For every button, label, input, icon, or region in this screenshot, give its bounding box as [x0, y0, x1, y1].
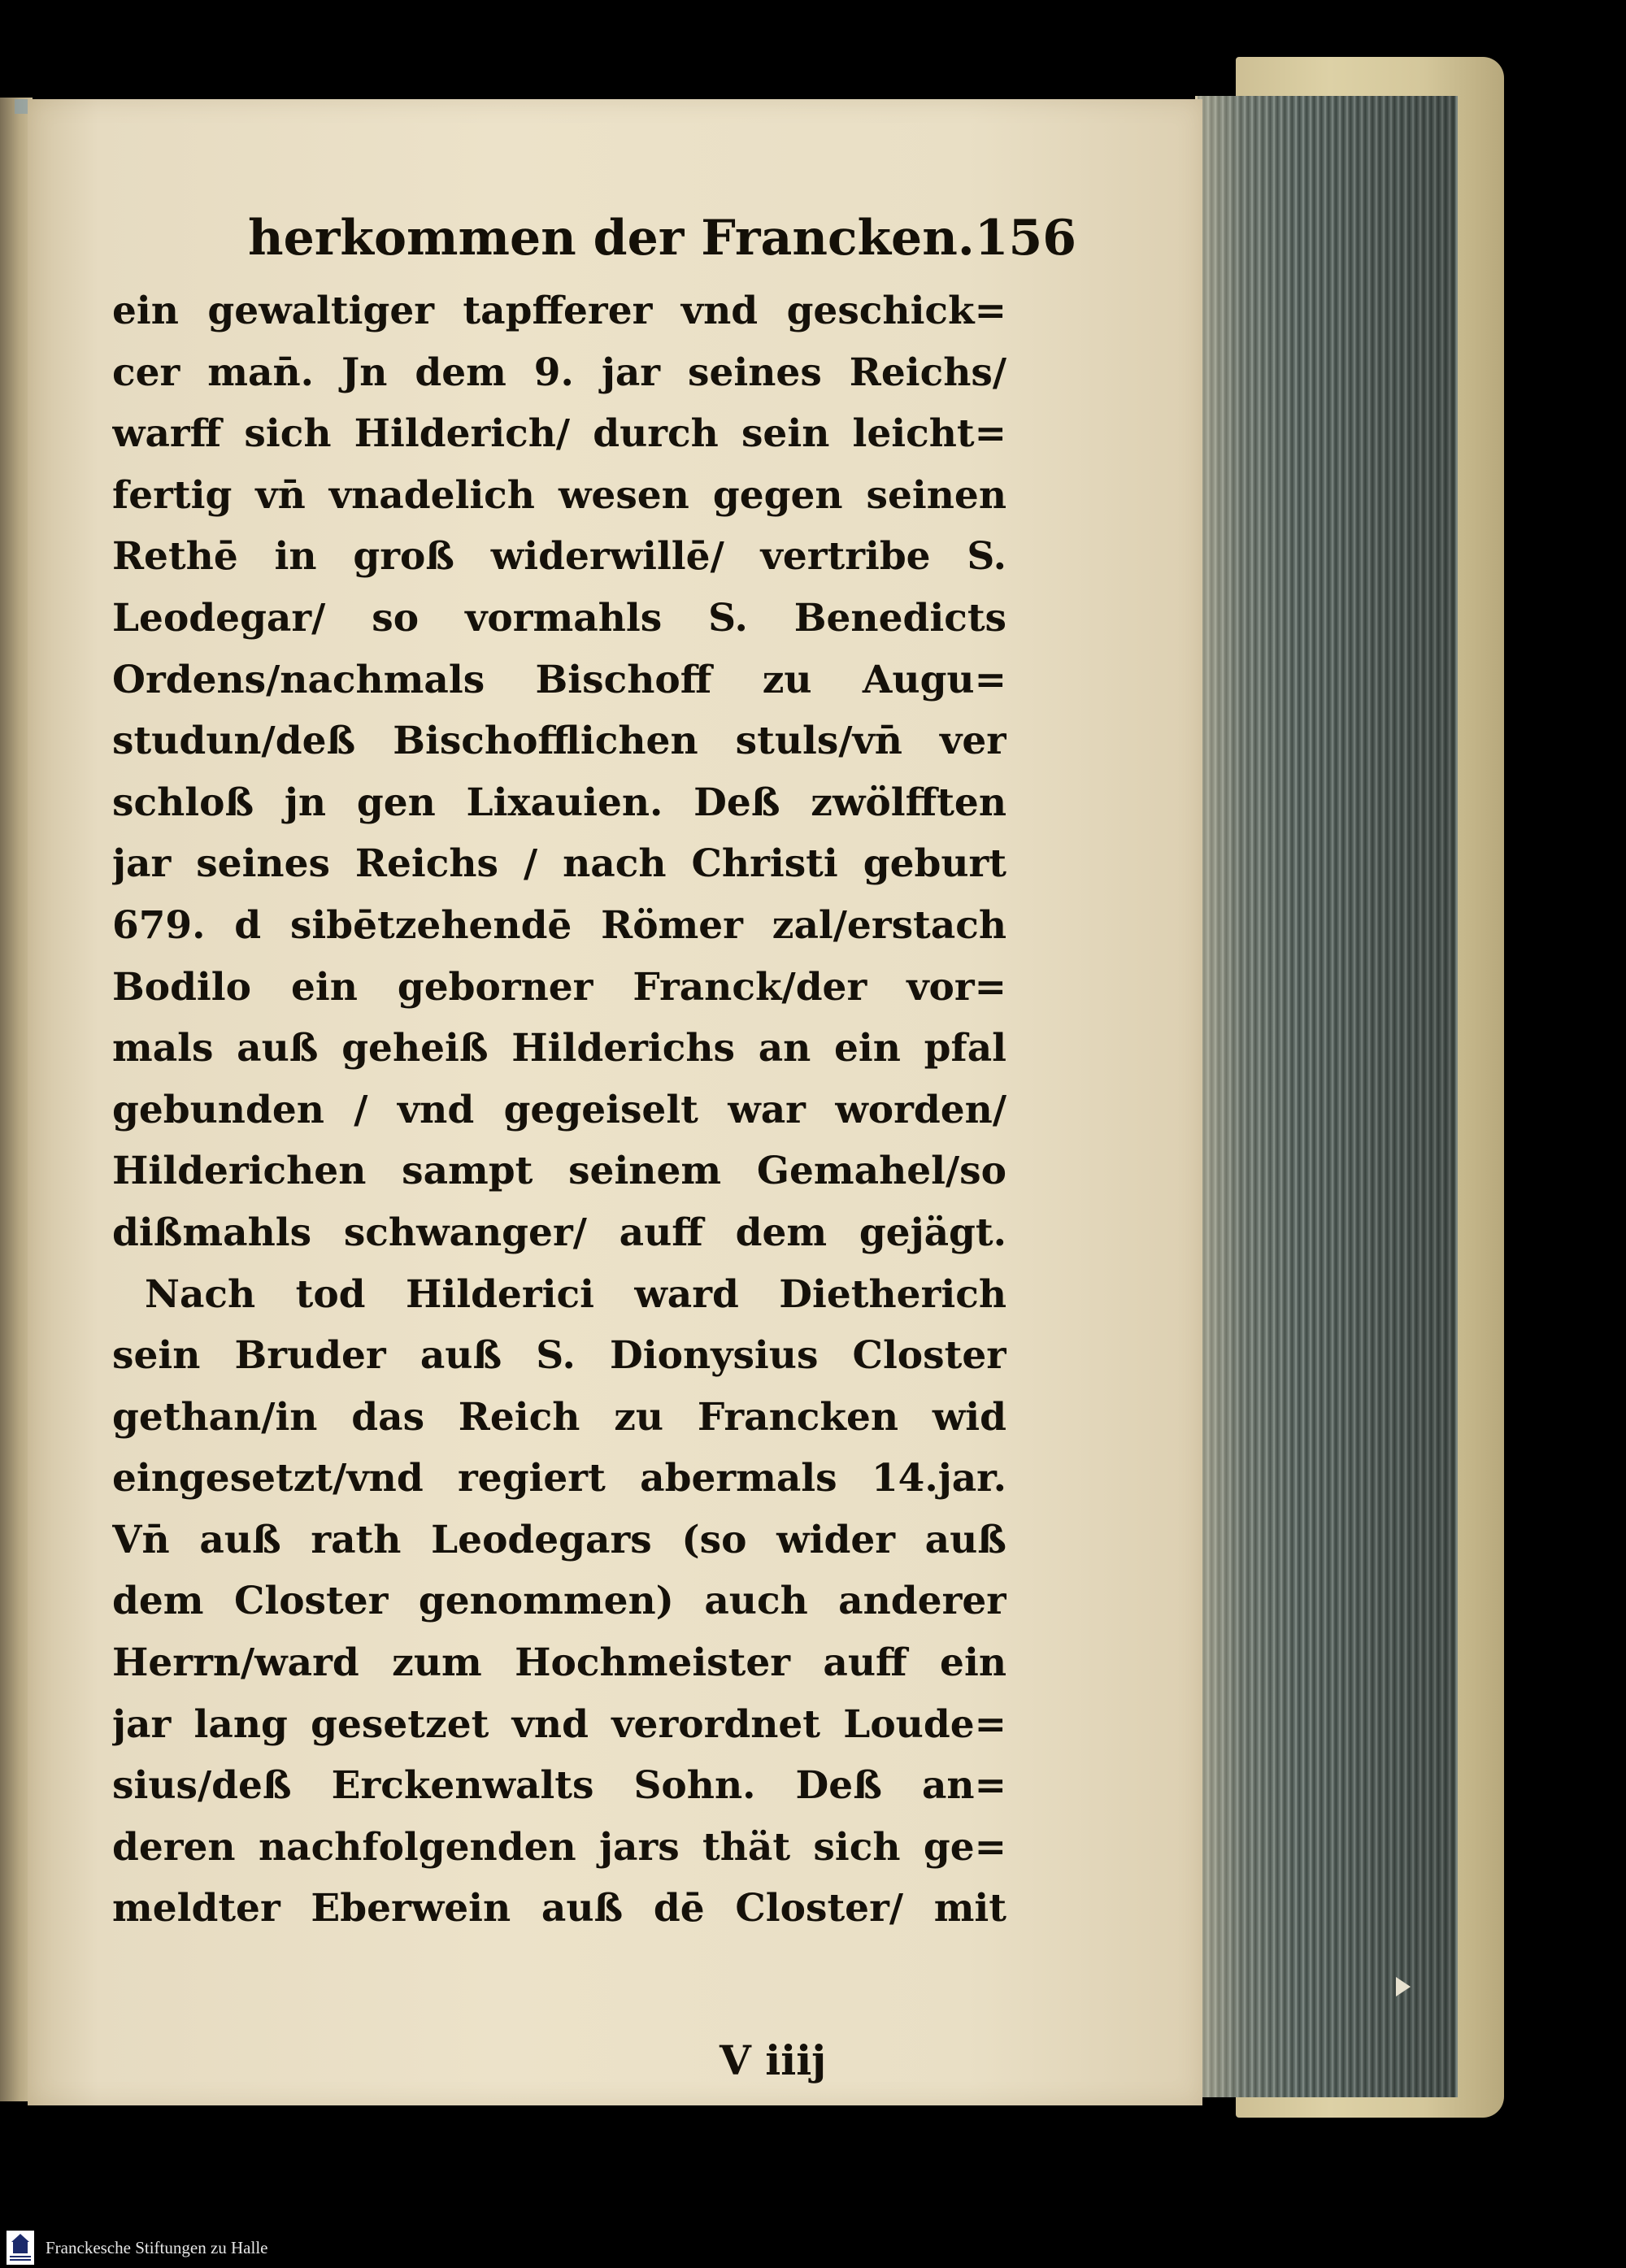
- text-line: 679. d sibētzehendē Römer zal/erstach: [112, 902, 1006, 948]
- edge-corner-icon: [1394, 1975, 1412, 1998]
- institution-logo-icon: [7, 2231, 34, 2265]
- text-line: sein Bruder auß S. Dionysius Closter: [112, 1333, 1006, 1379]
- text-line: fertig vn̄ vnadelich wesen gegen seinen: [112, 472, 1006, 518]
- text-line: dißmahls schwanger/ auff dem gejägt.: [112, 1210, 1006, 1255]
- text-line: gethan/in das Reich zu Francken wid: [112, 1394, 1006, 1440]
- footer-bar: [0, 2227, 1626, 2268]
- text-line: Vn̄ auß rath Leodegars (so wider auß: [112, 1517, 1006, 1562]
- text-line: dem Closter genommen) auch anderer: [112, 1579, 1006, 1624]
- institution-logo-graphic: [7, 2231, 34, 2265]
- text-line: gebunden / vnd gegeiselt war worden/: [112, 1087, 1006, 1132]
- text-line: Nach tod Hilderici ward Dietherich: [145, 1271, 1006, 1317]
- text-line: jar seines Reichs / nach Christi geburt: [112, 841, 1006, 887]
- text-line: Leodegar/ so vormahls S. Benedicts: [112, 595, 1006, 641]
- text-line: ein gewaltiger tapfferer vnd geschick=: [112, 289, 1006, 333]
- text-line: Herrn/ward zum Hochmeister auff ein: [112, 1640, 1006, 1686]
- text-line: Ordens/nachmals Bischoff zu Augu=: [112, 657, 1006, 702]
- running-head-title: herkommen der Francken.: [248, 209, 975, 267]
- body-text: [112, 280, 1006, 1940]
- text-line: meldter Eberwein auß dē Closter/ mit: [112, 1886, 1006, 1931]
- text-line: jar lang gesetzet vnd verordnet Loude=: [112, 1701, 1006, 1747]
- text-line: Bodilo ein geborner Franck/der vor=: [112, 964, 1006, 1010]
- text-line: deren nachfolgenden jars thät sich ge=: [112, 1824, 1006, 1870]
- text-line: Rethē in groß widerwillē/ vertribe S.: [112, 534, 1006, 580]
- text-line: cer man̄. Jn dem 9. jar seines Reichs/: [112, 350, 1006, 395]
- text-line: sius/deß Erckenwalts Sohn. Deß an=: [112, 1763, 1006, 1809]
- folio-number: 156: [974, 209, 1076, 267]
- text-line: Hilderichen sampt seinem Gemahel/so: [112, 1149, 1006, 1194]
- text-line: schloß jn gen Lixauien. Deß zwölfften: [112, 780, 1006, 825]
- running-head: [248, 199, 1076, 276]
- page-fore-edge-shading: [1195, 96, 1455, 2097]
- institution-name: Franckesche Stiftungen zu Halle: [46, 2237, 268, 2257]
- signature-mark: V iiij: [720, 2036, 827, 2084]
- text-line: eingesetzt/vnd regiert abermals 14.jar.: [112, 1456, 1006, 1501]
- text-line: mals auß geheiß Hilderichs an ein pfal: [112, 1026, 1006, 1071]
- text-line: studun/deß Bischofflichen stuls/vn̄ ver: [112, 719, 1006, 764]
- text-line: warff sich Hilderich/ durch sein leicht=: [112, 411, 1006, 457]
